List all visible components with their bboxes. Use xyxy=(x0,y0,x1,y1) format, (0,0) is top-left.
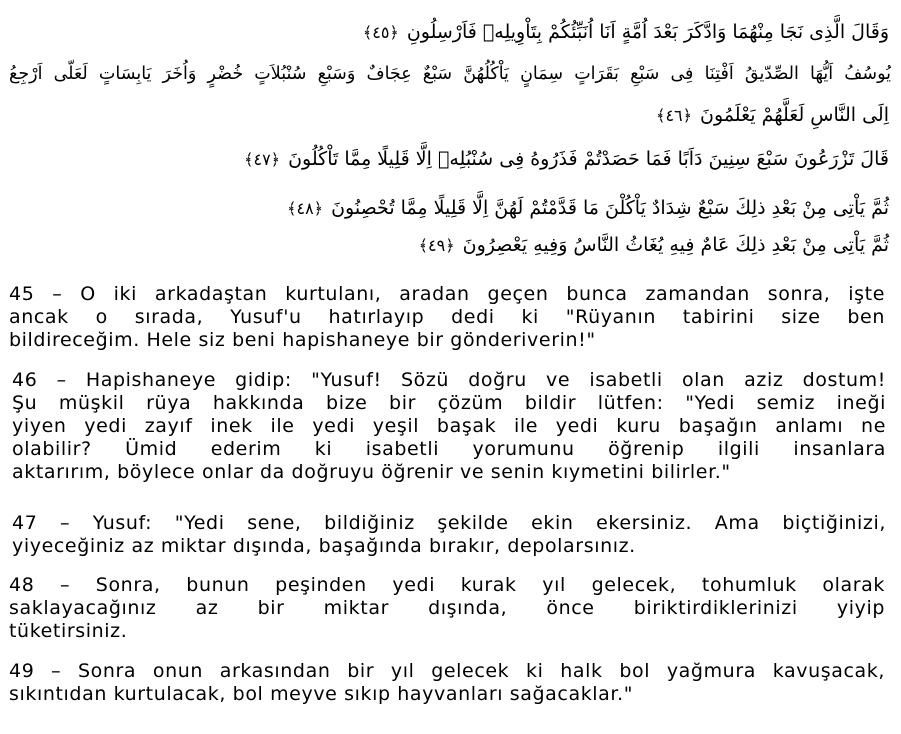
translation-line: tüketirsiniz. xyxy=(9,620,128,642)
arabic-verse-47 xyxy=(244,147,889,172)
arabic-verse-text: ثُمَّ يَاْتِى مِنْ بَعْدِ ذلِكَ عَامٌ فِيهِ يُغَاثُ النَّاسُ وَفِيهِ يَعْصِرُونَ xyxy=(462,234,889,256)
translation-line: 45 – O iki arkadaştan kurtulanı, aradan geçen bunca zamandan sonra, işte xyxy=(9,283,885,305)
translation-line: Şu müşkil rüya hakkında bize bir çözüm bildir lütfen: "Yedi semiz ineği xyxy=(12,392,886,414)
verse-number-46: ﴿٤٦﴾ xyxy=(656,106,692,125)
translation-line: 48 – Sonra, bunun peşinden yedi kurak yıl gelecek, tohumluk olarak xyxy=(9,574,885,596)
arabic-verse-46-line1 xyxy=(9,62,891,86)
translation-line: saklayacağınız az bir miktar dışında, önce biriktirdiklerinizi yiyip xyxy=(9,597,885,619)
translation-line: bildireceğim. Hele siz beni hapishaneye bir gönderiverin!" xyxy=(9,329,596,351)
arabic-verse-text: ثُمَّ يَاْتِى مِنْ بَعْدِ ذلِكَ سَبْعٌ شِدَادٌ يَاْكُلْنَ مَا قَدَّمْتُمْ لَهُنَّ اِلَّا قَلِيلًا مِمَّا تُحْصِنُونَ xyxy=(331,197,889,219)
arabic-verse-46-line2 xyxy=(656,103,889,128)
arabic-verse-48 xyxy=(287,196,889,221)
translation-paragraph-48 xyxy=(9,574,885,643)
translation-paragraph-47 xyxy=(12,512,886,558)
translation-paragraph-45 xyxy=(9,283,885,352)
arabic-verse-45 xyxy=(363,20,889,45)
verse-number-48: ﴿٤٨﴾ xyxy=(287,199,324,218)
verse-number-47: ﴿٤٧﴾ xyxy=(244,150,281,169)
arabic-verse-text: يُوسُفُ اَيُّهَا الصِّدّيقُ اَفْتِنَا فِى سَبْعِ بَقَرَاتٍ سِمَانٍ يَاْكُلُهُنَّ سَبْعٌ عِجَافٌ وَسَبْعِ سُنْبُلاَتٍ خُضْرٍ وَاُخَرَ يَابِسَاتٍ لَعَلّى اَرْجِعُ xyxy=(9,64,891,84)
translation-line: 46 – Hapishaneye gidip: "Yusuf! Sözü doğru ve isabetli olan aziz dostum! xyxy=(12,369,886,391)
arabic-verse-49 xyxy=(419,233,889,258)
arabic-verse-text: اِلَى النَّاسِ لَعَلَّهُمْ يَعْلَمُونَ xyxy=(700,104,889,126)
translation-line: ancak o sırada, Yusuf'u hatırlayıp dedi ki "Rüyanın tabirini size ben xyxy=(9,306,885,328)
translation-line: olabilir? Ümid ederim ki isabetli yorumunu öğrenip ilgili insanlara xyxy=(12,438,886,460)
translation-line: 49 – Sonra onun arkasından bir yıl gelecek ki halk bol yağmura kavuşacak, xyxy=(9,660,885,682)
translation-paragraph-46 xyxy=(12,369,886,484)
verse-number-49: ﴿٤٩﴾ xyxy=(418,236,455,255)
translation-line: 47 – Yusuf: "Yedi sene, bildiğiniz şekilde ekin ekersiniz. Ama biçtiğinizi, xyxy=(12,512,886,534)
translation-line: yiyen yedi zayıf inek ile yedi yeşil başak ile yedi kuru başağın anlamı ne xyxy=(12,415,886,437)
translation-line: aktarırım, böylece onlar da doğruyu öğrenir ve senin kıymetini bilirler." xyxy=(12,461,731,483)
translation-paragraph-49 xyxy=(9,660,885,706)
arabic-verse-text: قَالَ تَزْرَعُونَ سَبْعَ سِنِينَ دَاَبًا فَمَا حَصَدْتُمْ فَذَرُوهُ فِى سُنْبُلِهٖ اِلَّا قَلِيلًا مِمَّا تَاْكُلُونَ xyxy=(288,148,889,170)
verse-number-45: ﴿٤٥﴾ xyxy=(362,23,399,42)
arabic-verse-text: وَقَالَ الَّذِى نَجَا مِنْهُمَا وَادَّكَرَ بَعْدَ اُمَّةٍ اَنَا اُنَبِّئُكُمْ بِتَاْوِيلِهٖ فَاَرْسِلُونِ xyxy=(406,21,889,43)
translation-line: sıkıntıdan kurtulacak, bol meyve sıkıp hayvanları sağacaklar." xyxy=(9,683,634,705)
translation-line: yiyeceğiniz az miktar dışında, başağında bırakır, depolarsınız. xyxy=(12,535,636,557)
